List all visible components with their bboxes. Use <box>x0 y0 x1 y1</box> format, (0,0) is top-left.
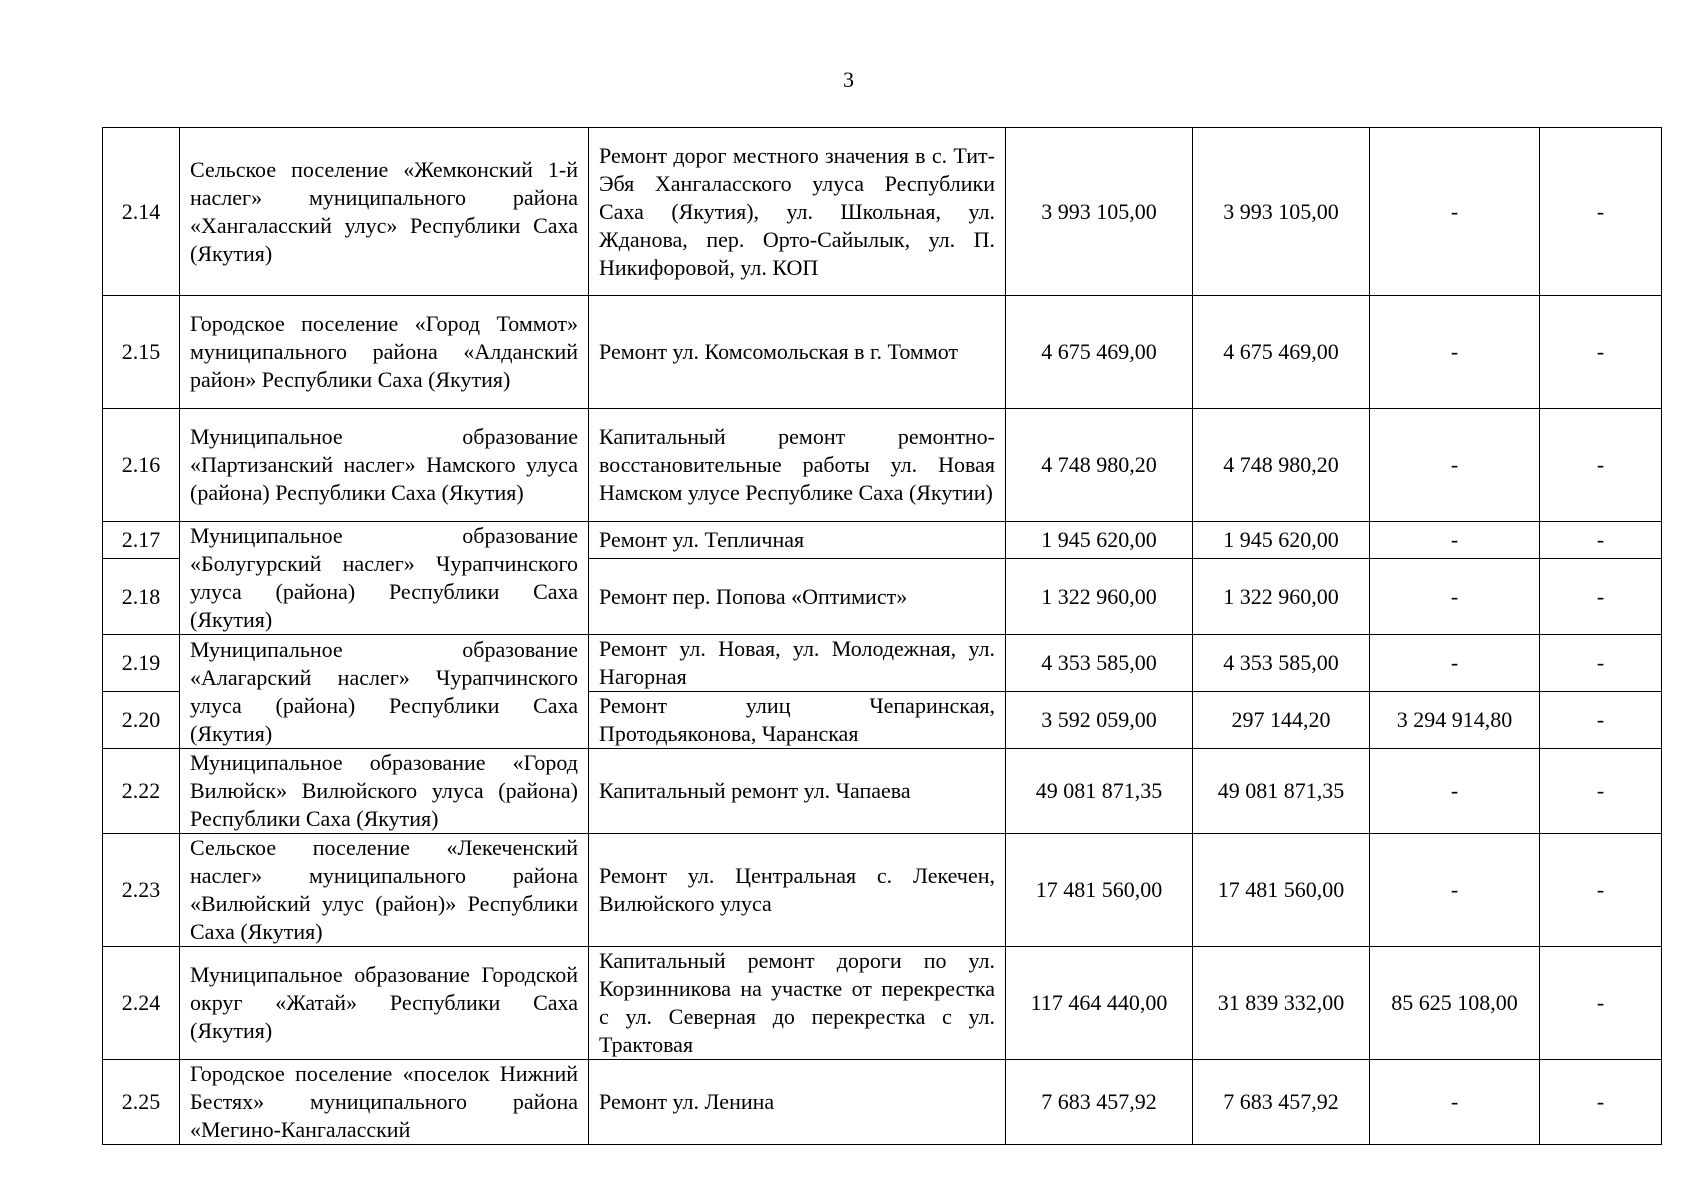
municipality-cell: Городское поселение «Город Томмот» муниципального района «Алданский район» Республики Саха (Якутия) <box>180 296 589 409</box>
amount-col2-cell: 1 322 960,00 <box>1193 559 1370 635</box>
work-description-cell: Ремонт улиц Чепаринская, Протодьяконова, Чаранская <box>589 692 1006 749</box>
amount-col2-cell: 297 144,20 <box>1193 692 1370 749</box>
row-number: 2.18 <box>103 559 180 635</box>
amount-col4-cell: - <box>1540 409 1662 522</box>
amount-col4-cell: - <box>1540 1060 1662 1145</box>
amount-col4-cell: - <box>1540 692 1662 749</box>
work-description-cell: Ремонт пер. Попова «Оптимист» <box>589 559 1006 635</box>
municipality-cell: Муниципальное образование «Болугурский наслег» Чурапчинского улуса (района) Республики Саха (Якутия) <box>180 522 589 635</box>
amount-col4-cell: - <box>1540 522 1662 559</box>
row-number: 2.25 <box>103 1060 180 1145</box>
amount-col3-cell: - <box>1370 635 1540 692</box>
amount-col3-cell: - <box>1370 834 1540 947</box>
work-description-cell: Ремонт дорог местного значения в с. Тит-Эбя Хангаласского улуса Республики Саха (Якутия), ул. Школьная, ул. Жданова, пер. Орто-Сайылык, ул. П. Никифоровой, ул. КОП <box>589 128 1006 296</box>
table-row <box>103 947 1662 1060</box>
municipality-cell: Муниципальное образование Городской округ «Жатай» Республики Саха (Якутия) <box>180 947 589 1060</box>
total-amount-cell: 1 322 960,00 <box>1006 559 1193 635</box>
municipality-cell: Муниципальное образование «Алагарский наслег» Чурапчинского улуса (района) Республики Саха (Якутия) <box>180 635 589 749</box>
amount-col3-cell: - <box>1370 128 1540 296</box>
total-amount-cell: 7 683 457,92 <box>1006 1060 1193 1145</box>
amount-col2-cell: 4 748 980,20 <box>1193 409 1370 522</box>
amount-col4-cell: - <box>1540 128 1662 296</box>
amount-col3-cell: - <box>1370 522 1540 559</box>
amount-col3-cell: 3 294 914,80 <box>1370 692 1540 749</box>
work-description-cell: Капитальный ремонт дороги по ул. Корзинникова на участке от перекрестка с ул. Северная до перекрестка с ул. Трактовая <box>589 947 1006 1060</box>
amount-col2-cell: 49 081 871,35 <box>1193 749 1370 834</box>
work-description-cell: Ремонт ул. Тепличная <box>589 522 1006 559</box>
amount-col2-cell: 4 675 469,00 <box>1193 296 1370 409</box>
municipality-cell: Муниципальное образование «Город Вилюйск» Вилюйского улуса (района) Республики Саха (Якутия) <box>180 749 589 834</box>
total-amount-cell: 117 464 440,00 <box>1006 947 1193 1060</box>
total-amount-cell: 3 993 105,00 <box>1006 128 1193 296</box>
work-description-cell: Ремонт ул. Ленина <box>589 1060 1006 1145</box>
amount-col4-cell: - <box>1540 947 1662 1060</box>
work-description-cell: Ремонт ул. Комсомольская в г. Томмот <box>589 296 1006 409</box>
table-row <box>103 296 1662 409</box>
table-row <box>103 834 1662 947</box>
table-row <box>103 749 1662 834</box>
row-number: 2.22 <box>103 749 180 834</box>
total-amount-cell: 49 081 871,35 <box>1006 749 1193 834</box>
amount-col4-cell: - <box>1540 559 1662 635</box>
total-amount-cell: 4 675 469,00 <box>1006 296 1193 409</box>
municipality-cell: Муниципальное образование «Партизанский наслег» Намского улуса (района) Республики Саха (Якутия) <box>180 409 589 522</box>
table-row <box>103 128 1662 296</box>
amount-col4-cell: - <box>1540 834 1662 947</box>
total-amount-cell: 3 592 059,00 <box>1006 692 1193 749</box>
work-description-cell: Ремонт ул. Центральная с. Лекечен, Вилюйского улуса <box>589 834 1006 947</box>
amount-col4-cell: - <box>1540 296 1662 409</box>
total-amount-cell: 4 748 980,20 <box>1006 409 1193 522</box>
amount-col4-cell: - <box>1540 635 1662 692</box>
row-number: 2.24 <box>103 947 180 1060</box>
amount-col2-cell: 17 481 560,00 <box>1193 834 1370 947</box>
total-amount-cell: 17 481 560,00 <box>1006 834 1193 947</box>
total-amount-cell: 4 353 585,00 <box>1006 635 1193 692</box>
amount-col2-cell: 7 683 457,92 <box>1193 1060 1370 1145</box>
work-description-cell: Капитальный ремонт ул. Чапаева <box>589 749 1006 834</box>
amount-col2-cell: 31 839 332,00 <box>1193 947 1370 1060</box>
table-row <box>103 522 1662 559</box>
amount-col3-cell: - <box>1370 749 1540 834</box>
work-description-cell: Капитальный ремонт ремонтно-восстановительные работы ул. Новая Намском улусе Республике Саха (Якутии) <box>589 409 1006 522</box>
page-number: 3 <box>843 67 854 92</box>
municipality-cell: Сельское поселение «Лекеченский наслег» муниципального района «Вилюйский улус (район)» Республики Саха (Якутия) <box>180 834 589 947</box>
table-row <box>103 1060 1662 1145</box>
row-number: 2.16 <box>103 409 180 522</box>
amount-col3-cell: - <box>1370 409 1540 522</box>
row-number: 2.17 <box>103 522 180 559</box>
municipality-cell: Городское поселение «поселок Нижний Бестях» муниципального района «Мегино-Кангаласский <box>180 1060 589 1145</box>
table-row <box>103 409 1662 522</box>
row-number: 2.20 <box>103 692 180 749</box>
amount-col2-cell: 3 993 105,00 <box>1193 128 1370 296</box>
row-number: 2.15 <box>103 296 180 409</box>
amount-col3-cell: 85 625 108,00 <box>1370 947 1540 1060</box>
table-row <box>103 635 1662 692</box>
funding-table <box>102 127 1662 1145</box>
amount-col3-cell: - <box>1370 1060 1540 1145</box>
amount-col3-cell: - <box>1370 559 1540 635</box>
amount-col2-cell: 1 945 620,00 <box>1193 522 1370 559</box>
amount-col2-cell: 4 353 585,00 <box>1193 635 1370 692</box>
total-amount-cell: 1 945 620,00 <box>1006 522 1193 559</box>
amount-col3-cell: - <box>1370 296 1540 409</box>
row-number: 2.14 <box>103 128 180 296</box>
work-description-cell: Ремонт ул. Новая, ул. Молодежная, ул. Нагорная <box>589 635 1006 692</box>
row-number: 2.23 <box>103 834 180 947</box>
row-number: 2.19 <box>103 635 180 692</box>
municipality-cell: Сельское поселение «Жемконский 1-й наслег» муниципального района «Хангаласский улус» Республики Саха (Якутия) <box>180 128 589 296</box>
amount-col4-cell: - <box>1540 749 1662 834</box>
